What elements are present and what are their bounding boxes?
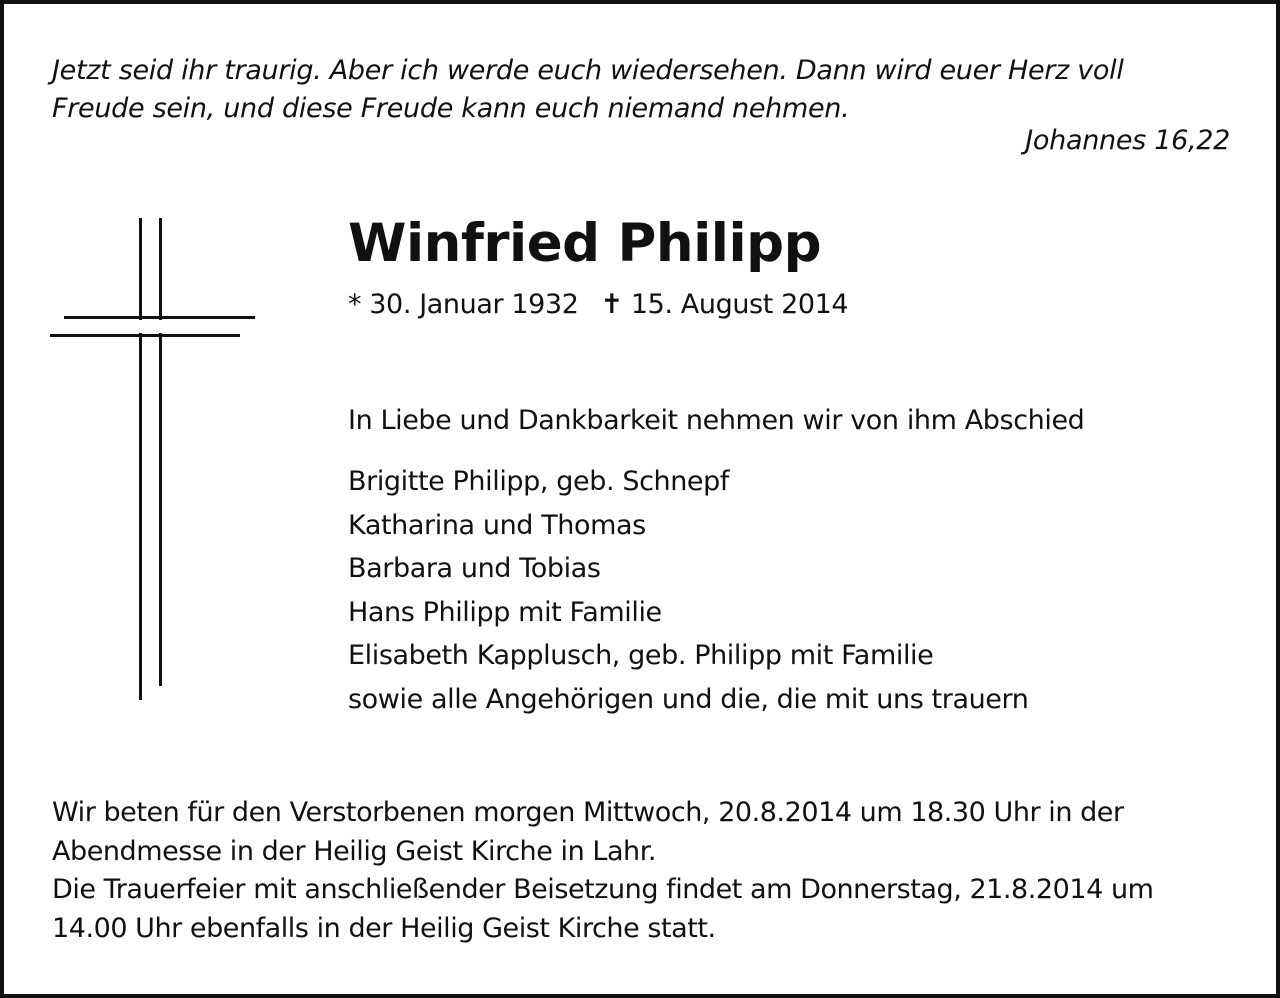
service-line: 14.00 Uhr ebenfalls in der Heilig Geist Kirche statt. xyxy=(52,912,716,944)
service-line: Wir beten für den Verstorbenen morgen Mittwoch, 20.8.2014 um 18.30 Uhr in der xyxy=(52,797,1124,828)
mourner-entry: Hans Philipp mit Familie xyxy=(348,596,662,628)
farewell-text: In Liebe und Dankbarkeit nehmen wir von ihm Abschied xyxy=(348,405,1085,436)
verse-reference: Johannes 16,22 xyxy=(1025,125,1230,156)
mourner-entry: Barbara und Tobias xyxy=(348,553,601,584)
service-line: Die Trauerfeier mit anschließender Beisetzung findet am Donnerstag, 21.8.2014 um xyxy=(52,874,1154,905)
bible-verse xyxy=(52,52,1232,128)
mourner-entry: sowie alle Angehörigen und die, die mit uns trauern xyxy=(348,683,1029,715)
mourners-list xyxy=(348,460,1028,721)
death-date: ✝ 15. August 2014 xyxy=(600,289,849,320)
cross-icon xyxy=(50,216,256,700)
deceased-name: Winfried Philipp xyxy=(348,213,822,274)
mourner-entry: Brigitte Philipp, geb. Schnepf xyxy=(348,466,729,497)
birth-date: * 30. Januar 1932 xyxy=(348,289,579,320)
verse-line: Freude sein, und diese Freude kann euch niemand nehmen. xyxy=(52,93,850,124)
service-details xyxy=(52,794,1252,948)
verse-line: Jetzt seid ihr traurig. Aber ich werde euch wiedersehen. Dann wird euer Herz voll xyxy=(52,55,1124,86)
service-line: Abendmesse in der Heilig Geist Kirche in Lahr. xyxy=(52,835,657,867)
life-dates xyxy=(348,286,848,324)
mourner-entry: Katharina und Thomas xyxy=(348,509,646,541)
mourner-entry: Elisabeth Kapplusch, geb. Philipp mit Familie xyxy=(348,640,934,671)
